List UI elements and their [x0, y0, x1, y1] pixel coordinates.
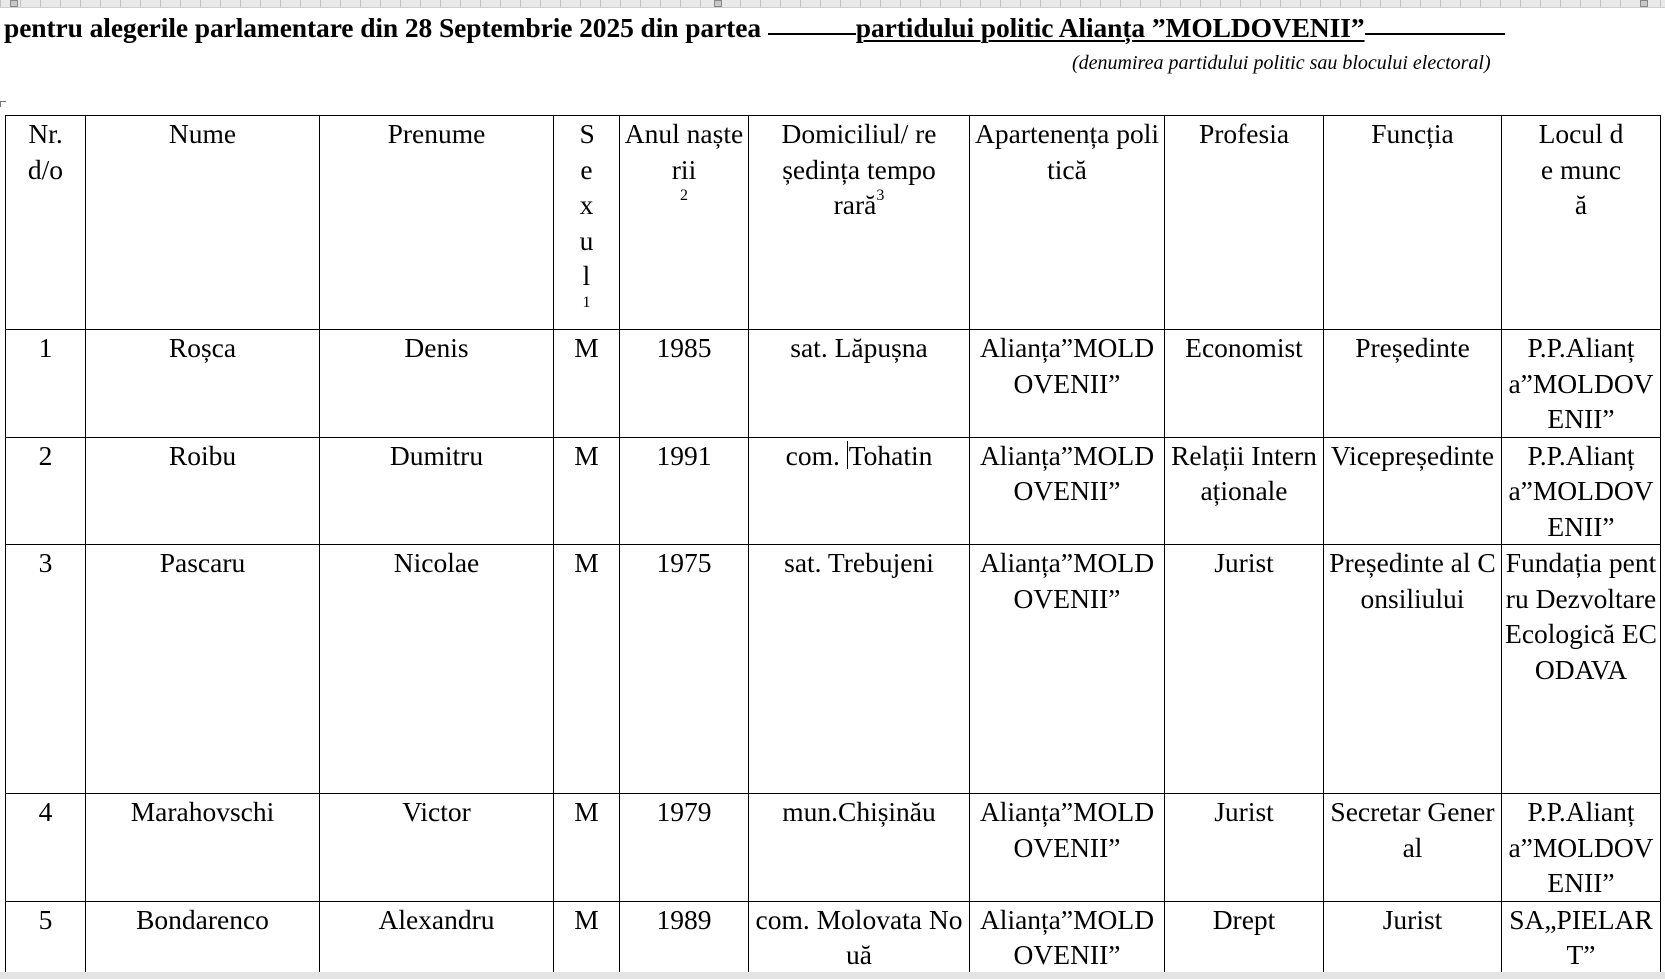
cell-functia[interactable]: Secretar General [1324, 794, 1502, 902]
cell-profesia[interactable]: Jurist [1165, 794, 1324, 902]
cell-prenume[interactable]: Nicolae [320, 545, 554, 794]
header-sex [554, 116, 620, 330]
cell-nume[interactable]: Bondarenco [86, 901, 320, 976]
cell-sex[interactable]: M [554, 437, 620, 545]
cell-nr[interactable]: 1 [6, 330, 86, 438]
cell-sex[interactable]: M [554, 545, 620, 794]
cell-domiciliu[interactable]: sat. Lăpușna [749, 330, 970, 438]
cell-anul[interactable]: 1989 [620, 901, 749, 976]
cell-profesia[interactable]: Drept [1165, 901, 1324, 976]
cell-domiciliu[interactable]: sat. Trebujeni [749, 545, 970, 794]
cell-functia[interactable]: Președinte [1324, 330, 1502, 438]
cell-nume[interactable]: Roibu [86, 437, 320, 545]
cell-anul[interactable]: 1985 [620, 330, 749, 438]
party-name: partidului politic Alianța ”MOLDOVENII” [855, 12, 1365, 43]
cell-domiciliu[interactable]: mun.Chișinău [749, 794, 970, 902]
cell-profesia[interactable]: Economist [1165, 330, 1324, 438]
cell-nume[interactable]: Marahovschi [86, 794, 320, 902]
header-nume: Nume [86, 116, 320, 330]
cell-prenume[interactable]: Alexandru [320, 901, 554, 976]
header-prenume: Prenume [320, 116, 554, 330]
cell-profesia[interactable]: Jurist [1165, 545, 1324, 794]
cell-apartenenta[interactable]: Alianța”MOLDOVENII” [970, 901, 1165, 976]
table-move-handle[interactable] [0, 101, 6, 107]
cell-nr[interactable]: 2 [6, 437, 86, 545]
party-subcaption: (denumirea partidului politic sau blocului electoral) [1072, 52, 1491, 74]
page-bottom-edge [0, 972, 1665, 979]
cell-nume[interactable]: Pascaru [86, 545, 320, 794]
header-domiciliu-label: Domiciliul/ reședința temporară [781, 118, 937, 220]
header-apartenenta: Apartenența politică [970, 116, 1165, 330]
header-locul: Locul de muncă [1502, 116, 1661, 330]
header-sex-label: Sexul [579, 118, 595, 291]
cell-functia[interactable]: Președinte al Consiliului [1324, 545, 1502, 794]
cell-nume[interactable]: Roșca [86, 330, 320, 438]
cell-domiciliu[interactable] [749, 437, 970, 545]
cell-domiciliu[interactable]: com. Molovata Nouă [749, 901, 970, 976]
cell-nr[interactable]: 5 [6, 901, 86, 976]
header-functia: Funcția [1324, 116, 1502, 330]
table-row [6, 901, 1661, 976]
title-blank-after [1365, 33, 1505, 35]
cell-prenume[interactable]: Dumitru [320, 437, 554, 545]
cell-functia[interactable]: Jurist [1324, 901, 1502, 976]
title-prefix: pentru alegerile parlamentare din 28 Septembrie 2025 din partea [4, 12, 762, 43]
cell-domiciliu-value: Tohatin [848, 439, 933, 471]
ruler-tick-marks [0, 0, 1665, 7]
ruler-left-margin-marker[interactable] [10, 0, 18, 7]
header-domiciliu-footnote: 3 [876, 187, 885, 204]
table-row [6, 330, 1661, 438]
cell-locul[interactable]: P.P.Alianța”MOLDOVENII” [1502, 330, 1661, 438]
horizontal-ruler[interactable] [0, 0, 1665, 8]
header-nr: Nr. d/o [6, 116, 86, 330]
cell-sex[interactable]: M [554, 330, 620, 438]
cell-locul[interactable]: Fundația pentru Dezvoltare Ecologică ECODAVA [1502, 545, 1661, 794]
cell-prenume[interactable]: Victor [320, 794, 554, 902]
ruler-right-margin-marker[interactable] [1640, 0, 1648, 7]
header-anul-label: Anul nașterii [624, 118, 744, 185]
cell-nr[interactable]: 3 [6, 545, 86, 794]
cell-functia[interactable]: Vicepreședinte [1324, 437, 1502, 545]
header-anul [620, 116, 749, 330]
cell-apartenenta[interactable]: Alianța”MOLDOVENII” [970, 794, 1165, 902]
document-title-line [4, 12, 1505, 44]
cell-apartenenta[interactable]: Alianța”MOLDOVENII” [970, 330, 1165, 438]
cell-nr[interactable]: 4 [6, 794, 86, 902]
header-anul-footnote: 2 [680, 187, 688, 204]
table-row [6, 545, 1661, 794]
cell-anul[interactable]: 1991 [620, 437, 749, 545]
header-domiciliu [749, 116, 970, 330]
table-row [6, 437, 1661, 545]
title-blank-before [768, 33, 856, 35]
cell-prenume[interactable]: Denis [320, 330, 554, 438]
table-header-row [6, 116, 1661, 330]
header-sex-footnote: 1 [582, 293, 591, 311]
candidates-table [5, 115, 1661, 977]
text-cursor [847, 441, 848, 469]
cell-domiciliu-prefix: com. [785, 439, 847, 471]
ruler-tab-marker[interactable] [714, 0, 722, 7]
cell-locul[interactable]: P.P.Alianța”MOLDOVENII” [1502, 437, 1661, 545]
cell-locul[interactable]: SA„PIELART” [1502, 901, 1661, 976]
cell-sex[interactable]: M [554, 901, 620, 976]
header-profesia: Profesia [1165, 116, 1324, 330]
cell-apartenenta[interactable]: Alianța”MOLDOVENII” [970, 437, 1165, 545]
cell-locul[interactable]: P.P.Alianța”MOLDOVENII” [1502, 794, 1661, 902]
cell-apartenenta[interactable]: Alianța”MOLDOVENII” [970, 545, 1165, 794]
cell-anul[interactable]: 1975 [620, 545, 749, 794]
cell-sex[interactable]: M [554, 794, 620, 902]
table-row [6, 794, 1661, 902]
cell-anul[interactable]: 1979 [620, 794, 749, 902]
cell-profesia[interactable]: Relații Internaționale [1165, 437, 1324, 545]
